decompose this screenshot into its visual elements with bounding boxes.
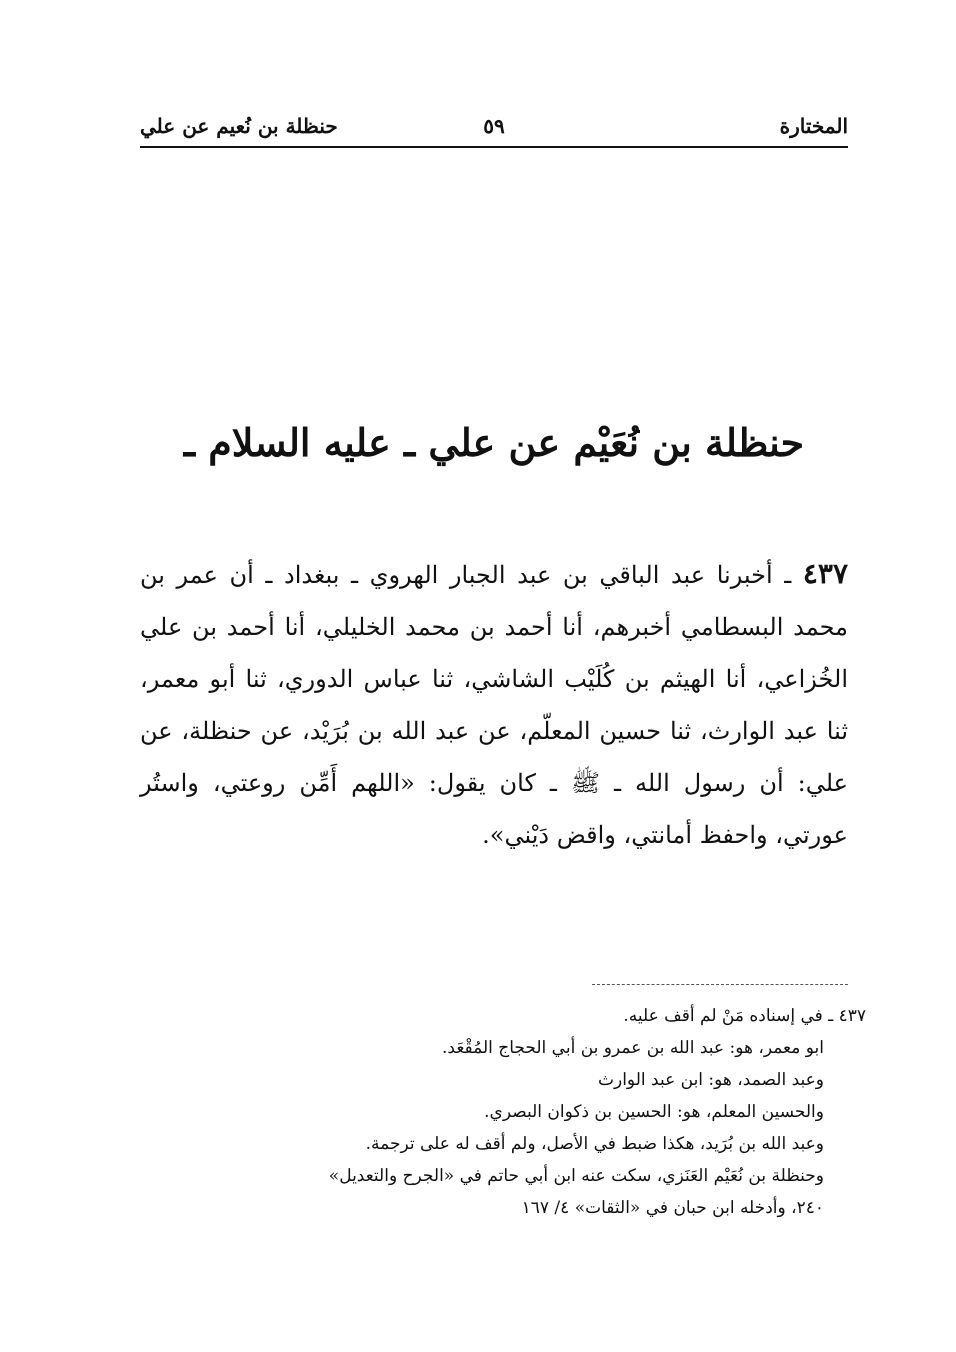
footnotes: [140, 1000, 866, 1224]
footnote-separator: [592, 984, 848, 985]
footnote-line: وحنظلة بن نُعَيْم العَنَزي، سكت عنه ابن أبي حاتم في «الجرح والتعديل»: [328, 1166, 824, 1186]
footnote-line: ٢٤٠، وأدخله ابن حبان في «الثقات» ٤/ ١٦٧: [521, 1198, 824, 1218]
hadith-paragraph: [140, 548, 848, 861]
page-number: ٥٩: [483, 114, 505, 138]
footnote-line: ابو معمر، هو: عبد الله بن عمرو بن أبي الحجاج المُقْعَد.: [442, 1038, 824, 1058]
footnote-line: والحسين المعلم، هو: الحسين بن ذكوان البصري.: [484, 1102, 824, 1122]
footnote-lines: [140, 1032, 866, 1224]
footnote-heading: [140, 1000, 866, 1032]
hadith-text: ـ أخبرنا عبد الباقي بن عبد الجبار الهروي ـ ببغداد ـ أن عمر بن محمد البسطامي أخبرهم، أنا أحمد بن محمد الخليلي، أنا أحمد بن علي الخُزاعي، أنا الهيثم بن كُلَيْب الشاشي، ثنا عباس الدوري، ثنا أبو معمر، ثنا عبد الوارث، ثنا حسين المعلّم، عن عبد الله بن بُرَيْد، عن حنظلة، عن علي: أن رسول الله ـ ﷺ ـ كان يقول: «اللهم أَمِّن روعتي، واستُر عورتي، واحفظ أمانتي، واقض دَيْني».: [140, 561, 848, 849]
chapter-running-title: حنظلة بن نُعيم عن علي: [140, 114, 338, 138]
footnote-head-text: ـ في إسناده مَنْ لم أقف عليه.: [623, 1006, 839, 1026]
footnote-ref: ٤٣٧: [838, 1006, 866, 1026]
running-header: [140, 110, 848, 144]
header-rule: [140, 146, 848, 148]
footnote-line: وعبد الله بن بُرَيد، هكذا ضبط في الأصل، ولم أقف له على ترجمة.: [365, 1134, 824, 1154]
book-title: المختارة: [779, 114, 848, 138]
footnote-line: وعبد الصمد، هو: ابن عبد الوارث: [598, 1070, 824, 1090]
chapter-title: حنظلة بن نُعَيْم عن علي ـ عليه السلام ـ: [183, 420, 805, 465]
hadith-number: ٤٣٧: [802, 557, 848, 590]
